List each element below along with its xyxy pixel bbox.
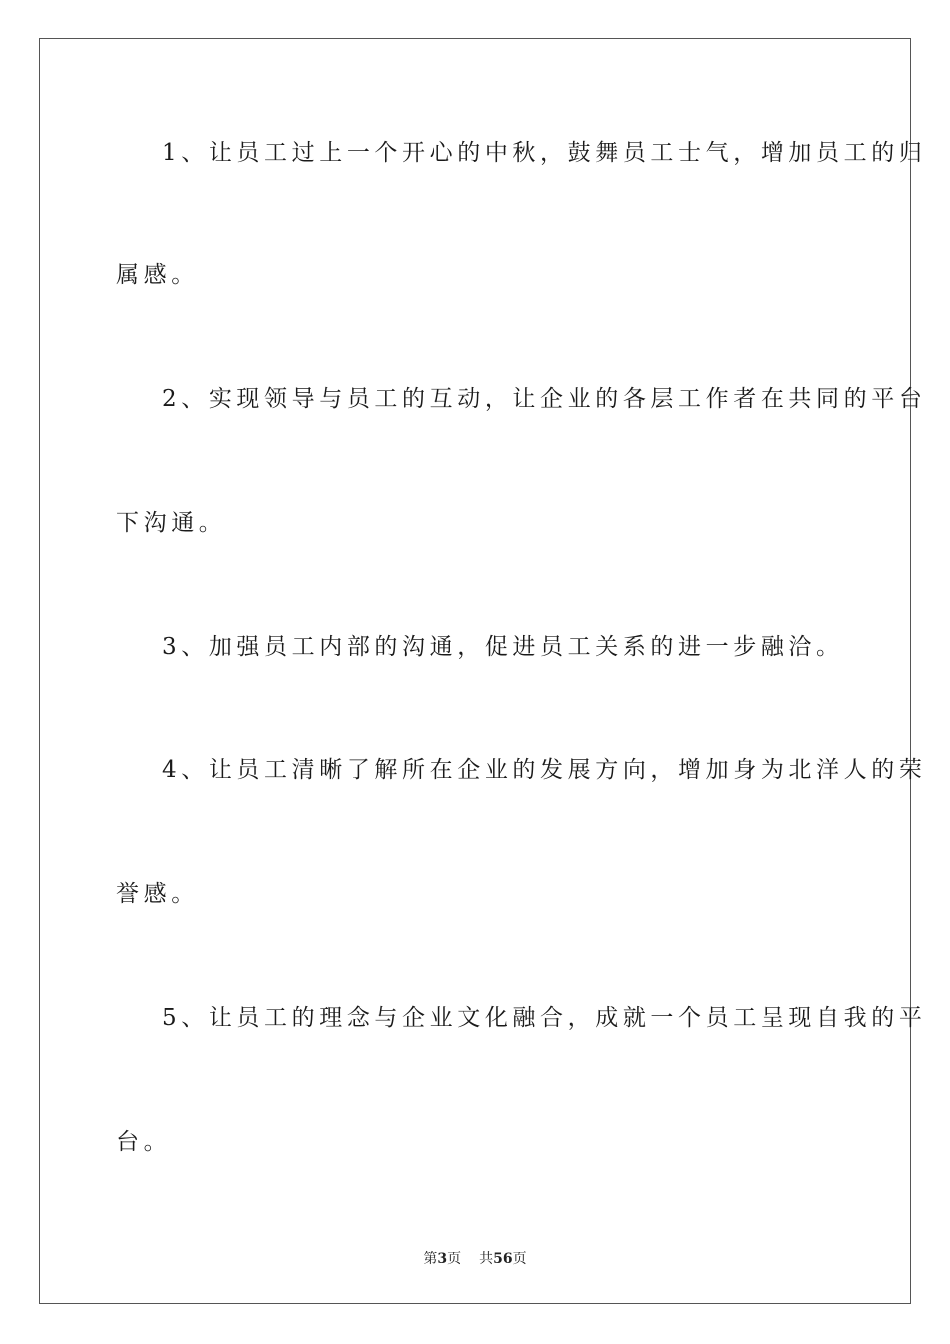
page-border: [39, 38, 911, 1304]
paragraph-4-line-1: 4、让员工清晰了解所在企业的发展方向，增加身为北洋人的荣: [162, 757, 927, 783]
footer-total-suffix: 页: [512, 1251, 527, 1267]
paragraph-1-line-1: 1、让员工过上一个开心的中秋，鼓舞员工士气，增加员工的归: [162, 140, 927, 166]
paragraph-1-line-2: 属感。: [116, 262, 199, 288]
paragraph-2-line-2: 下沟通。: [116, 510, 227, 536]
footer-page-suffix: 页: [447, 1251, 462, 1267]
footer-total-prefix: 共: [479, 1251, 494, 1267]
paragraph-3-line-1: 3、加强员工内部的沟通，促进员工关系的进一步融洽。: [162, 634, 844, 660]
footer-total-pages: 56: [493, 1251, 513, 1267]
paragraph-5-line-1: 5、让员工的理念与企业文化融合，成就一个员工呈现自我的平: [162, 1005, 927, 1031]
footer-page-number: 3: [437, 1251, 448, 1267]
footer-page-prefix: 第: [423, 1251, 438, 1267]
paragraph-4-line-2: 誉感。: [116, 881, 199, 907]
paragraph-5-line-2: 台。: [116, 1129, 172, 1155]
paragraph-2-line-1: 2、实现领导与员工的互动，让企业的各层工作者在共同的平台: [162, 386, 927, 412]
page-footer: [0, 1248, 950, 1268]
